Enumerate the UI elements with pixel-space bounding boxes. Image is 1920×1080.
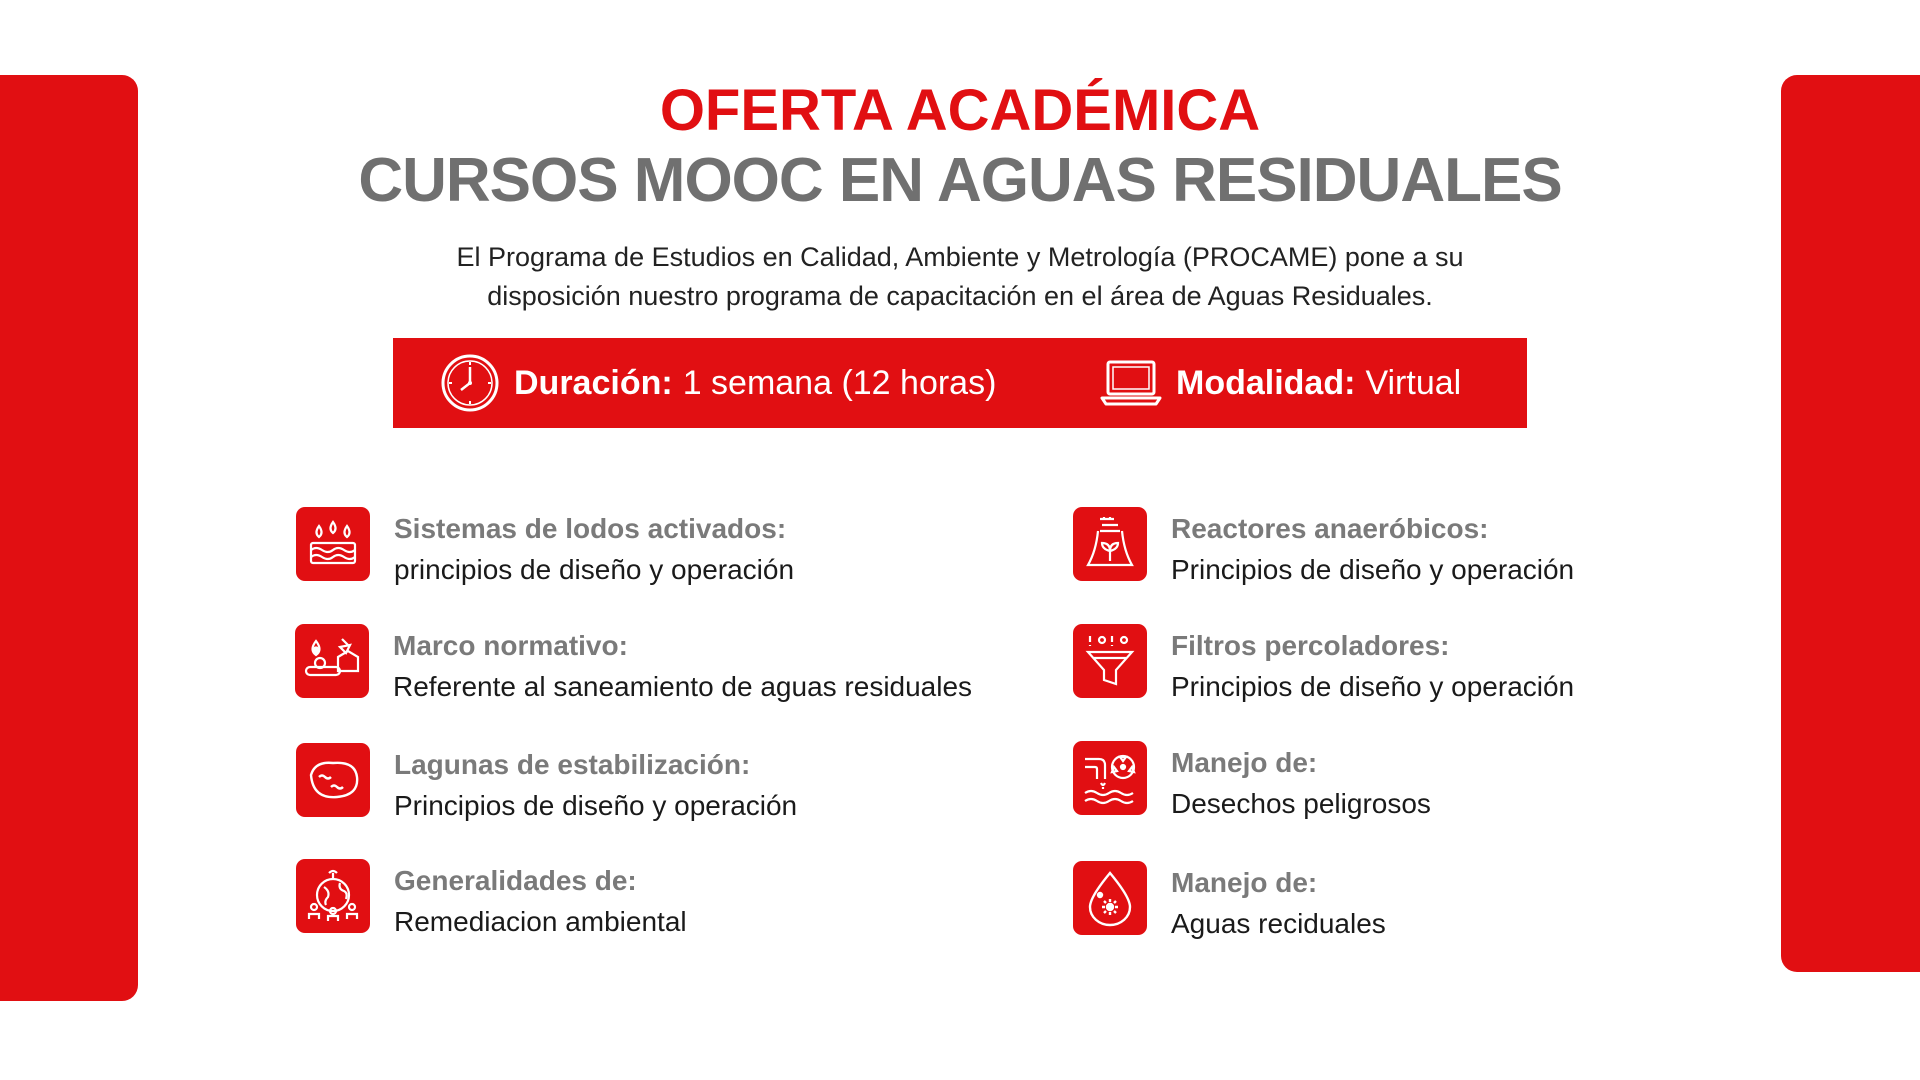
- duration-label: Duración:: [514, 363, 673, 402]
- modality-info: [1100, 338, 1461, 428]
- course-reactores: [1073, 507, 1574, 591]
- course-head: Generalidades de:: [394, 865, 637, 896]
- course-marco-normativo: [295, 624, 972, 708]
- course-lagunas: [296, 743, 797, 827]
- intro-text: [380, 238, 1540, 316]
- globe-people-icon: [296, 859, 370, 933]
- laptop-icon: [1100, 358, 1162, 408]
- lagoon-icon: [296, 743, 370, 817]
- course-sub: Principios de diseño y operación: [1171, 671, 1575, 702]
- course-sub: Principios de diseño y operación: [1171, 554, 1575, 585]
- info-band: [393, 338, 1527, 428]
- course-head: Reactores anaeróbicos:: [1171, 513, 1489, 544]
- course-remediacion: [296, 859, 687, 943]
- course-head: Sistemas de lodos activados:: [394, 513, 787, 544]
- sanitation-icon: [295, 624, 369, 698]
- water-drop-icon: [1073, 861, 1147, 935]
- course-head: Manejo de:: [1171, 867, 1318, 898]
- course-aguas: [1073, 861, 1386, 945]
- title-oferta-academica: OFERTA ACADÉMICA: [659, 78, 1261, 143]
- reactor-icon: [1073, 507, 1147, 581]
- title-cursos-mooc: CURSOS MOOC EN AGUAS RESIDUALES: [358, 146, 1562, 215]
- course-lodos-activados: [296, 507, 794, 591]
- duration-value: 1 semana (12 horas): [682, 363, 997, 402]
- funnel-icon: [1073, 624, 1147, 698]
- course-sub: Principios de diseño y operación: [394, 790, 798, 821]
- course-head: Marco normativo:: [393, 630, 628, 661]
- intro-line-2: disposición nuestro programa de capacitación en el área de Aguas Residuales.: [487, 281, 1433, 311]
- course-sub: Remediacion ambiental: [394, 906, 687, 937]
- course-head: Manejo de:: [1171, 747, 1318, 778]
- modality-label: Modalidad:: [1176, 363, 1356, 402]
- course-sub: principios de diseño y operación: [394, 554, 795, 585]
- duration-info: [440, 338, 996, 428]
- course-head: Lagunas de estabilización:: [394, 749, 751, 780]
- course-desechos: [1073, 741, 1431, 825]
- course-filtros: [1073, 624, 1574, 708]
- course-sub: Aguas reciduales: [1171, 908, 1386, 939]
- course-head: Filtros percoladores:: [1171, 630, 1450, 661]
- modality-value: Virtual: [1365, 363, 1462, 402]
- clock-icon: [440, 353, 500, 413]
- course-sub: Desechos peligrosos: [1171, 788, 1431, 819]
- intro-line-1: El Programa de Estudios en Calidad, Ambiente y Metrología (PROCAME) pone a su: [456, 242, 1464, 272]
- hazard-waste-icon: [1073, 741, 1147, 815]
- course-sub: Referente al saneamiento de aguas residuales: [393, 671, 973, 702]
- water-drops-icon: [296, 507, 370, 581]
